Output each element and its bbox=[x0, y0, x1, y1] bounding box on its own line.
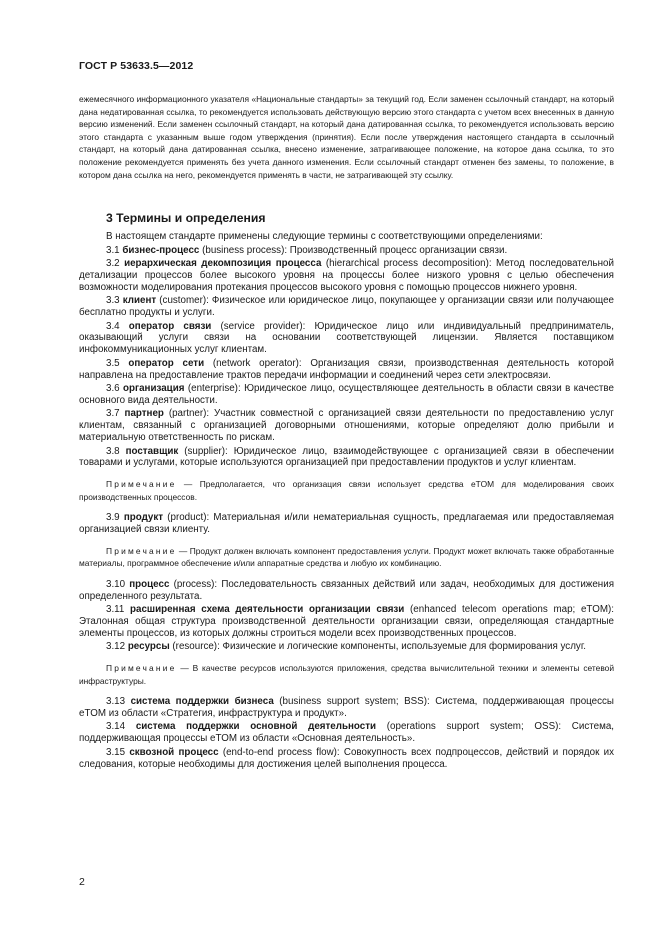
note-label: Примечание bbox=[106, 663, 177, 674]
term-definition bbox=[79, 747, 614, 771]
term-text: (end-to-end process flow): Совокупность всех подпроцессов, действий и порядок их следования, которые необходимы для достижения целей выполнения процесса. bbox=[79, 746, 614, 770]
page-number: 2 bbox=[79, 876, 85, 888]
intro-paragraph: ежемесячного информационного указателя «Национальные стандарты» за текущий год. Если заменен ссылочный стандарт, на который дана недатированная ссылка, то рекомендуется использовать действующую версию этого стандарта с учетом всех внесенных в данную версию изменений. Если заменен ссылочный стандарт, на который дана датированная ссылка, то рекомендуется использовать версию этого стандарта с указанным выше годом утверждения (принятия). Если после утверждения настоящего стандарта в ссылочный стандарт, на который дана датированная ссылка, внесено изменение, затрагивающее положение, на которое дана ссылка, то это положение рекомендуется применять без учета данного изменения. Если ссылочный стандарт отменен без замены, то положение, в котором дана ссылка на него, рекомендуется применять в части, не затрагивающей эту ссылку. bbox=[79, 94, 614, 180]
term-text: (resource): Физические и логические компоненты, используемые для формирования услуг. bbox=[172, 641, 586, 653]
term-text: (network operator): Организация связи, производственная деятельность которой направлена на предоставление трактов передачи информации и соединений через сети электросвязи. bbox=[79, 357, 614, 381]
term-number: 3.5 bbox=[106, 357, 120, 369]
term-name: расширенная схема деятельности организации связи bbox=[130, 604, 405, 616]
term-text: (hierarchical process decomposition): Метод последовательной детализации процессов более высокого уровня на процессы более низкого уровня с целью обеспечения возможности моделирования протекания процессов высокого уровня с помощью процессов нижнего уровня. bbox=[79, 257, 614, 293]
term-number: 3.15 bbox=[106, 746, 126, 758]
section-lead: В настоящем стандарте применены следующие термины с соответствующими определениями: bbox=[106, 231, 543, 243]
term-name: поставщик bbox=[125, 445, 179, 457]
term-number: 3.2 bbox=[106, 257, 120, 269]
term-number: 3.1 bbox=[106, 244, 120, 256]
terms-list-3 bbox=[79, 579, 614, 653]
term-definition bbox=[79, 358, 614, 382]
term-number: 3.9 bbox=[106, 512, 120, 524]
term-text: (operations support system; OSS): Система, поддерживающая процессы eTOM из области «Основная деятельность». bbox=[79, 721, 614, 745]
terms-list-4 bbox=[79, 696, 614, 770]
term-definition bbox=[79, 383, 614, 407]
term-definition bbox=[79, 721, 614, 745]
term-name: система поддержки бизнеса bbox=[130, 696, 274, 708]
term-definition bbox=[79, 446, 614, 470]
term-number: 3.3 bbox=[106, 295, 120, 307]
note-text: — Продукт должен включать компонент предоставления услуги. Продукт может включать также обработанные материалы, программное обеспечение и/или аппаратные средства и любую их комбинацию. bbox=[79, 546, 614, 569]
terms-list-2 bbox=[79, 512, 614, 536]
note-1 bbox=[79, 478, 614, 503]
term-name: продукт bbox=[123, 512, 164, 524]
document-body bbox=[79, 93, 614, 772]
term-text: (product): Материальная и/или нематериальная сущность, предлагаемая или предоставляемая организацией связи клиенту. bbox=[79, 512, 614, 536]
note-3 bbox=[79, 662, 614, 687]
term-name: ресурсы bbox=[127, 641, 170, 653]
term-text: (business process): Производственный процесс организации связи. bbox=[202, 244, 508, 256]
term-name: система поддержки основной деятельности bbox=[135, 721, 377, 733]
term-definition bbox=[79, 295, 614, 319]
term-definition bbox=[79, 512, 614, 536]
term-number: 3.12 bbox=[106, 641, 126, 653]
term-number: 3.13 bbox=[106, 696, 126, 708]
term-name: бизнес-процесс bbox=[122, 244, 200, 256]
term-text: (service provider): Юридическое лицо или индивидуальный предприниматель, оказывающий услуги связи на основании соответствующей лицензии. Является поставщиком инфокоммуникационных услуг клиентам. bbox=[79, 320, 614, 356]
terms-list-1 bbox=[79, 245, 614, 470]
term-text: (process): Последовательность связанных действий или задач, необходимых для достижения определенного результата. bbox=[79, 578, 614, 602]
term-name: оператор связи bbox=[128, 320, 212, 332]
term-definition bbox=[79, 579, 614, 603]
term-number: 3.10 bbox=[106, 578, 126, 590]
term-number: 3.4 bbox=[106, 320, 120, 332]
section-title: 3 Термины и определения bbox=[106, 211, 266, 226]
term-definition bbox=[79, 245, 614, 257]
term-text: (enhanced telecom operations map; eTOM): Эталонная общая структура производственной деятельности организации связи, определяющая стандартные элементы процессов, из которых должны строиться модели всех производственных процессов. bbox=[79, 604, 614, 639]
term-name: иерархическая декомпозиция процесса bbox=[124, 257, 322, 269]
term-number: 3.7 bbox=[106, 408, 120, 420]
term-text: (customer): Физическое или юридическое лицо, покупающее у организации связи или получающее бесплатно продукты и услуги. bbox=[79, 295, 614, 319]
term-name: партнер bbox=[124, 408, 164, 420]
note-text: — В качестве ресурсов используются приложения, средства вычислительной техники и элементы сетевой инфраструктуры. bbox=[79, 663, 615, 686]
term-text: (supplier): Юридическое лицо, взаимодействующее с организацией связи в обеспечении товарами и услугами, которые используются организацией при предоставлении продуктов и услуг клиентам. bbox=[79, 445, 614, 469]
term-number: 3.14 bbox=[106, 721, 126, 733]
term-text: (enterprise): Юридическое лицо, осуществляющее деятельность в области связи в качестве основного вида деятельности. bbox=[79, 383, 614, 406]
term-definition bbox=[79, 696, 614, 720]
term-number: 3.8 bbox=[106, 445, 120, 457]
term-definition bbox=[79, 604, 614, 640]
term-number: 3.11 bbox=[106, 604, 125, 616]
note-label: Примечание bbox=[106, 479, 177, 490]
term-text: (partner): Участник совместной с организацией связи деятельности по предоставлению услуг клиентам, связанный с организацией договорными отношениями, которые определяют долю прибыли и материальную ответственность по рискам. bbox=[79, 408, 614, 444]
term-name: процесс bbox=[129, 578, 170, 590]
note-text: — Предполагается, что организация связи использует средства eTOM для моделирования своих производственных процессов. bbox=[79, 479, 614, 502]
note-label: Примечание bbox=[106, 546, 177, 556]
term-name: сквозной процесс bbox=[129, 746, 219, 758]
term-definition bbox=[79, 408, 614, 444]
document-header: ГОСТ Р 53633.5—2012 bbox=[79, 60, 194, 72]
term-name: организация bbox=[123, 383, 185, 395]
term-number: 3.6 bbox=[106, 383, 120, 395]
term-name: оператор сети bbox=[128, 357, 205, 369]
term-text: (business support system; BSS): Система, поддерживающая процессы eTOM из области «Стратегия, инфраструктура и продукт». bbox=[79, 696, 614, 719]
term-definition bbox=[79, 321, 614, 357]
term-name: клиент bbox=[122, 295, 157, 307]
term-definition bbox=[79, 641, 614, 653]
term-definition bbox=[79, 258, 614, 294]
note-2 bbox=[79, 545, 614, 570]
